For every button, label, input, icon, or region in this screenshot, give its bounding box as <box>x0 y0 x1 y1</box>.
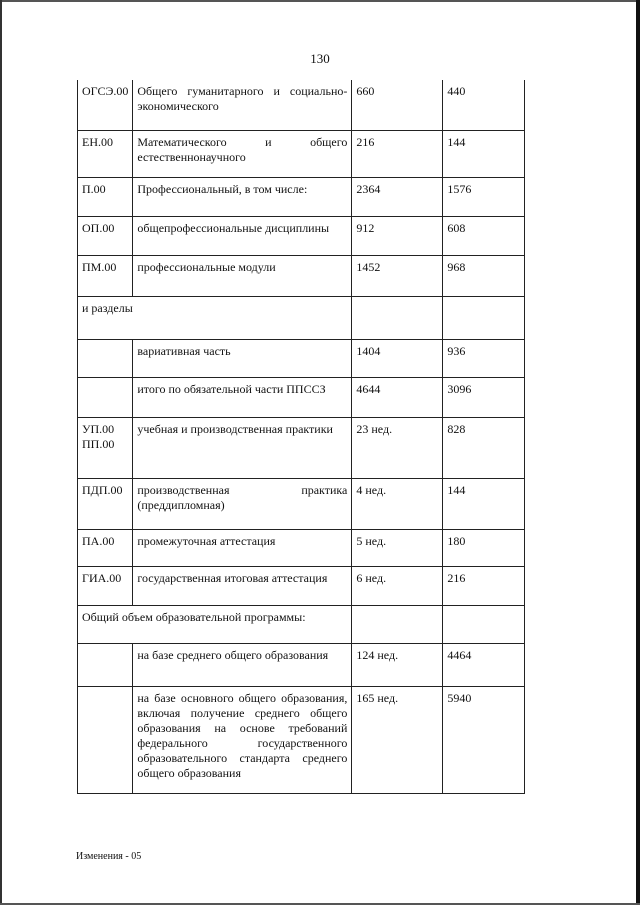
table-row-section <box>78 296 525 339</box>
cell-name: Профессиональный, в том числе: <box>133 177 352 216</box>
cell-name: профессиональные модули <box>133 255 352 296</box>
page-number: 130 <box>310 51 330 66</box>
cell-code: ЕН.00 <box>78 130 133 177</box>
table-row <box>78 130 525 177</box>
cell-max-load: 4 нед. <box>352 478 443 529</box>
code-line: ПП.00 <box>82 436 115 451</box>
cell-section-label: Общий объем образовательной программы: <box>78 605 352 643</box>
cell-name: на базе среднего общего образования <box>133 643 352 686</box>
cell-name: общепрофессиональные дисциплины <box>133 216 352 255</box>
cell-max-load: 216 <box>352 130 443 177</box>
cell-code: ОГСЭ.00 <box>78 80 133 130</box>
table-row <box>78 417 525 478</box>
table-row <box>78 377 525 417</box>
table-row <box>78 80 525 130</box>
word: Математического <box>137 134 227 149</box>
cell-code: ПА.00 <box>78 529 133 566</box>
cell-max-load: 6 нед. <box>352 566 443 605</box>
table-row <box>78 686 525 793</box>
cell-hours: 144 <box>443 130 525 177</box>
word: гуманитарного <box>187 84 264 98</box>
cell-code <box>78 686 133 793</box>
cell-section-label: и разделы <box>78 296 352 339</box>
name-line <box>137 483 347 498</box>
cell-max-load: 660 <box>352 80 443 130</box>
cell-code <box>78 377 133 417</box>
cell-max-load: 2364 <box>352 177 443 216</box>
table-row <box>78 566 525 605</box>
cell-hours: 968 <box>443 255 525 296</box>
cell-code: ГИА.00 <box>78 566 133 605</box>
code-line: УП.00 <box>82 421 115 436</box>
cell-hours: 1576 <box>443 177 525 216</box>
cell-name: итого по обязательной части ППССЗ <box>133 377 352 417</box>
cell-code <box>78 417 133 478</box>
name-line <box>137 84 347 99</box>
cell-hours <box>443 605 525 643</box>
cell-name: учебная и производственная практики <box>133 417 352 478</box>
cell-name: промежуточная аттестация <box>133 529 352 566</box>
cell-name <box>133 478 352 529</box>
word: и <box>273 84 280 98</box>
page-edge-left <box>0 0 2 905</box>
curriculum-table <box>77 80 525 794</box>
cell-code <box>78 643 133 686</box>
revision-note: Изменения - 05 <box>76 851 142 862</box>
word: и <box>265 134 272 149</box>
cell-name: на базе основного общего образования, включая получение среднего общего образования на основе требований федерального государственного образовательного стандарта среднего общего образования <box>133 686 352 793</box>
table-row-section <box>78 605 525 643</box>
cell-max-load: 5 нед. <box>352 529 443 566</box>
table-row <box>78 339 525 377</box>
name-line: экономического <box>137 99 219 113</box>
word: производственная <box>137 482 230 497</box>
cell-max-load: 1452 <box>352 255 443 296</box>
cell-hours: 828 <box>443 417 525 478</box>
cell-hours: 216 <box>443 566 525 605</box>
cell-max-load <box>352 605 443 643</box>
word: Общего <box>137 84 178 98</box>
table-row <box>78 643 525 686</box>
page-edge-right <box>636 0 640 905</box>
word: практика <box>301 482 348 497</box>
cell-max-load: 165 нед. <box>352 686 443 793</box>
cell-code: ПДП.00 <box>78 478 133 529</box>
table-row <box>78 529 525 566</box>
cell-hours: 936 <box>443 339 525 377</box>
cell-hours: 440 <box>443 80 525 130</box>
cell-name <box>133 80 352 130</box>
cell-code: ОП.00 <box>78 216 133 255</box>
table-row <box>78 177 525 216</box>
cell-code <box>78 339 133 377</box>
name-line <box>137 135 347 150</box>
cell-max-load: 912 <box>352 216 443 255</box>
cell-hours: 608 <box>443 216 525 255</box>
table-row <box>78 478 525 529</box>
cell-max-load: 4644 <box>352 377 443 417</box>
cell-code: ПМ.00 <box>78 255 133 296</box>
cell-max-load: 1404 <box>352 339 443 377</box>
cell-name: вариативная часть <box>133 339 352 377</box>
cell-max-load <box>352 296 443 339</box>
cell-hours: 144 <box>443 478 525 529</box>
cell-name: государственная итоговая аттестация <box>133 566 352 605</box>
cell-hours: 5940 <box>443 686 525 793</box>
word: общего <box>310 134 348 149</box>
table-row <box>78 255 525 296</box>
cell-max-load: 124 нед. <box>352 643 443 686</box>
cell-hours: 180 <box>443 529 525 566</box>
name-line: (преддипломная) <box>137 497 225 512</box>
cell-name <box>133 130 352 177</box>
cell-hours <box>443 296 525 339</box>
cell-max-load: 23 нед. <box>352 417 443 478</box>
page-edge-top <box>0 0 640 2</box>
name-line: естественнонаучного <box>137 149 246 164</box>
cell-code: П.00 <box>78 177 133 216</box>
cell-hours: 3096 <box>443 377 525 417</box>
word: социально- <box>289 84 348 98</box>
cell-hours: 4464 <box>443 643 525 686</box>
table-row <box>78 216 525 255</box>
